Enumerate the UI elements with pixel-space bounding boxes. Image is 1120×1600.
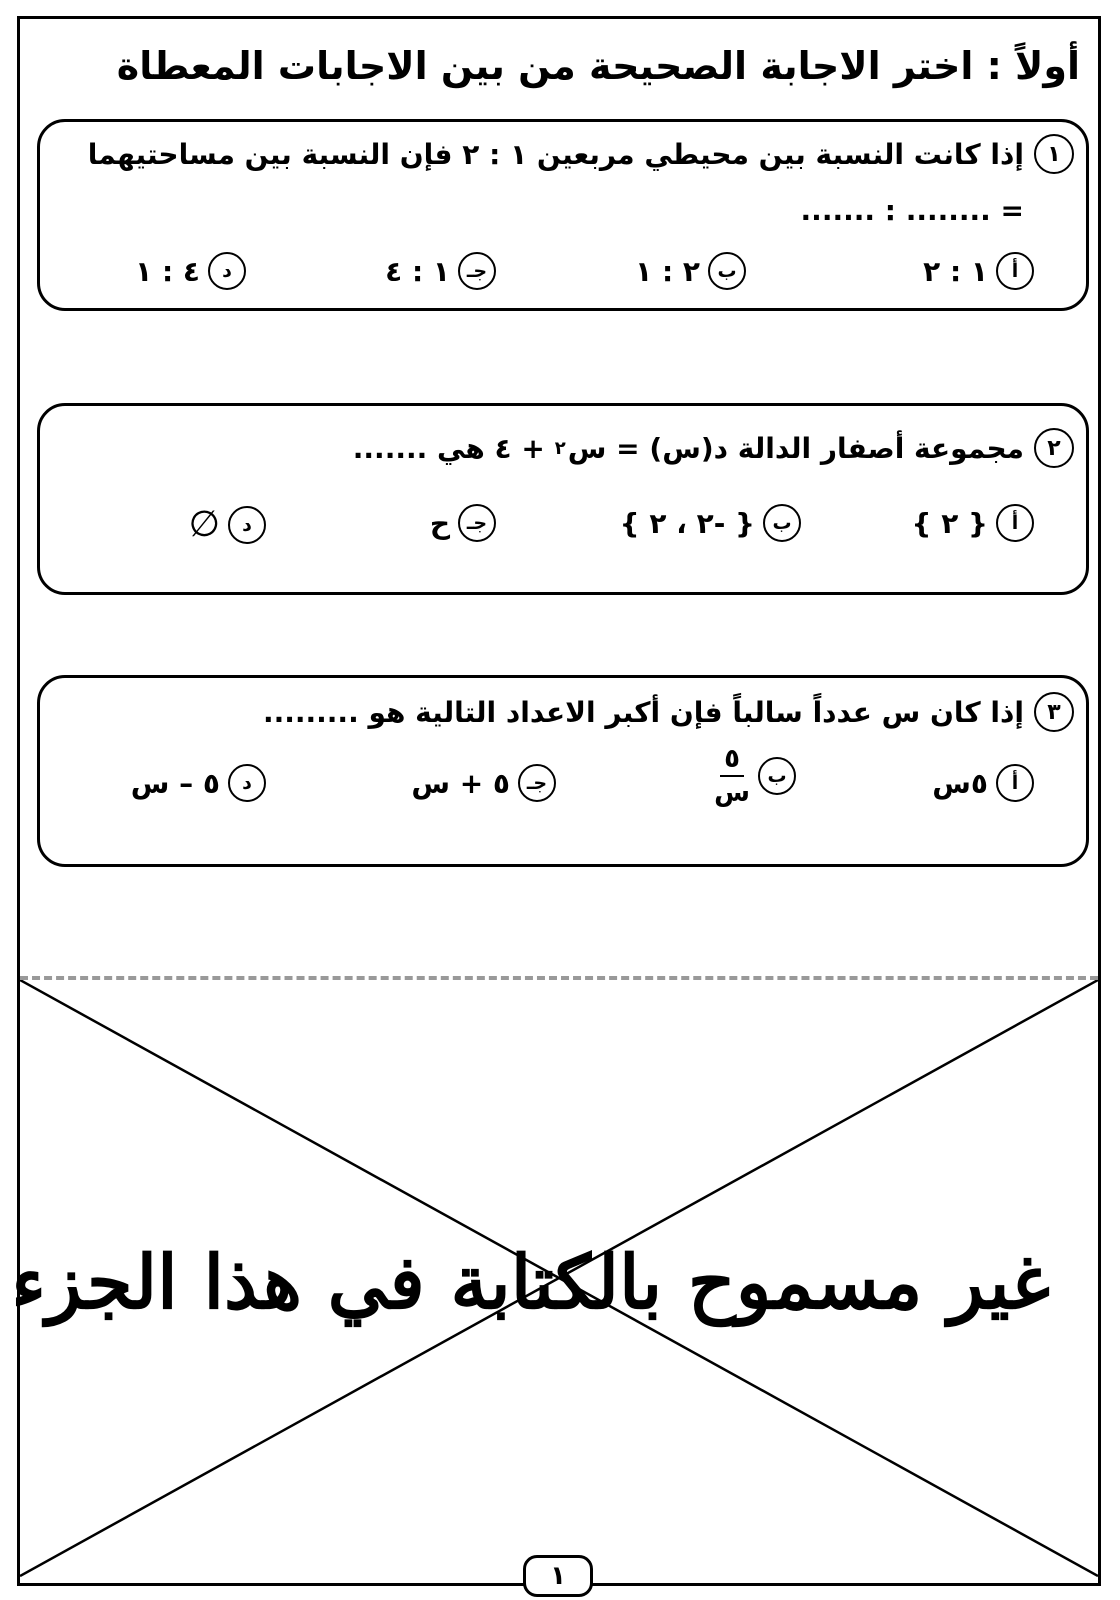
option-value: ٥ – س	[130, 766, 220, 800]
question-number-2: ٢	[1034, 428, 1074, 468]
question-number-3: ٣	[1034, 692, 1074, 732]
fraction	[714, 746, 750, 806]
option-letter-d: د	[208, 252, 246, 290]
option-value: { -٢ ، ٢ }	[619, 506, 755, 540]
question-1-line-2	[801, 194, 1024, 227]
fraction-denominator: س	[714, 778, 750, 808]
q3-option-c[interactable]	[411, 764, 556, 802]
q2-option-b[interactable]	[620, 504, 801, 542]
option-value: ٥س	[932, 766, 988, 800]
option-value: { ٢ }	[911, 506, 988, 540]
q1-option-a[interactable]	[923, 252, 1034, 290]
option-letter-d: د	[228, 764, 266, 802]
option-value: ٥ + س	[411, 766, 510, 800]
option-letter-a: أ	[996, 252, 1034, 290]
option-letter-a: أ	[996, 764, 1034, 802]
option-value: ٤ : ١	[135, 254, 200, 288]
q3-option-d[interactable]	[131, 764, 266, 802]
q1-option-b[interactable]	[635, 252, 746, 290]
option-letter-c: جـ	[458, 252, 496, 290]
option-value: ح	[429, 506, 450, 540]
q2-option-d[interactable]	[189, 504, 266, 545]
option-letter-b: ب	[763, 504, 801, 542]
question-2-exponent: ٢	[554, 437, 566, 459]
q1-option-d[interactable]	[135, 252, 246, 290]
option-value: ١ : ٢	[923, 254, 988, 288]
q3-option-a[interactable]	[932, 764, 1034, 802]
q1-option-c[interactable]	[385, 252, 496, 290]
question-2-box	[37, 403, 1089, 595]
option-letter-c: جـ	[518, 764, 556, 802]
question-3-box	[37, 675, 1089, 867]
option-letter-b: ب	[708, 252, 746, 290]
question-1-line	[88, 134, 1074, 174]
question-1-blank: = ........ : .......	[800, 194, 1024, 227]
option-letter-d: د	[228, 506, 266, 544]
question-number-1: ١	[1034, 134, 1074, 174]
question-1-box	[37, 119, 1089, 311]
page-number: ١	[523, 1555, 593, 1597]
fraction-numerator: ٥	[720, 746, 744, 777]
question-3-line	[263, 692, 1074, 732]
restricted-notice: غير مسموح بالكتابة في هذا الجزء	[11, 1240, 1050, 1326]
question-1-text: إذا كانت النسبة بين محيطي مربعين ١ : ٢ فإن النسبة بين مساحتيهما	[87, 137, 1024, 171]
question-2-text-after: + ٤ هي .......	[352, 431, 545, 465]
q2-option-c[interactable]	[430, 504, 496, 542]
option-value: ٢ : ١	[635, 254, 700, 288]
section-title: أولاً : اختر الاجابة الصحيحة من بين الاجابات المعطاة	[116, 44, 1080, 88]
question-2-line	[353, 428, 1074, 468]
option-value: ١ : ٤	[385, 254, 450, 288]
question-2-text-before: مجموعة أصفار الدالة د(س) = س	[567, 431, 1024, 465]
option-letter-c: جـ	[458, 504, 496, 542]
q3-option-b[interactable]	[714, 746, 796, 806]
option-letter-a: أ	[996, 504, 1034, 542]
option-letter-b: ب	[758, 757, 796, 795]
question-3-text: إذا كان س عدداً سالباً فإن أكبر الاعداد التالية هو .........	[262, 695, 1024, 729]
q2-option-a[interactable]	[912, 504, 1034, 542]
empty-set-icon: ∅	[188, 504, 220, 545]
